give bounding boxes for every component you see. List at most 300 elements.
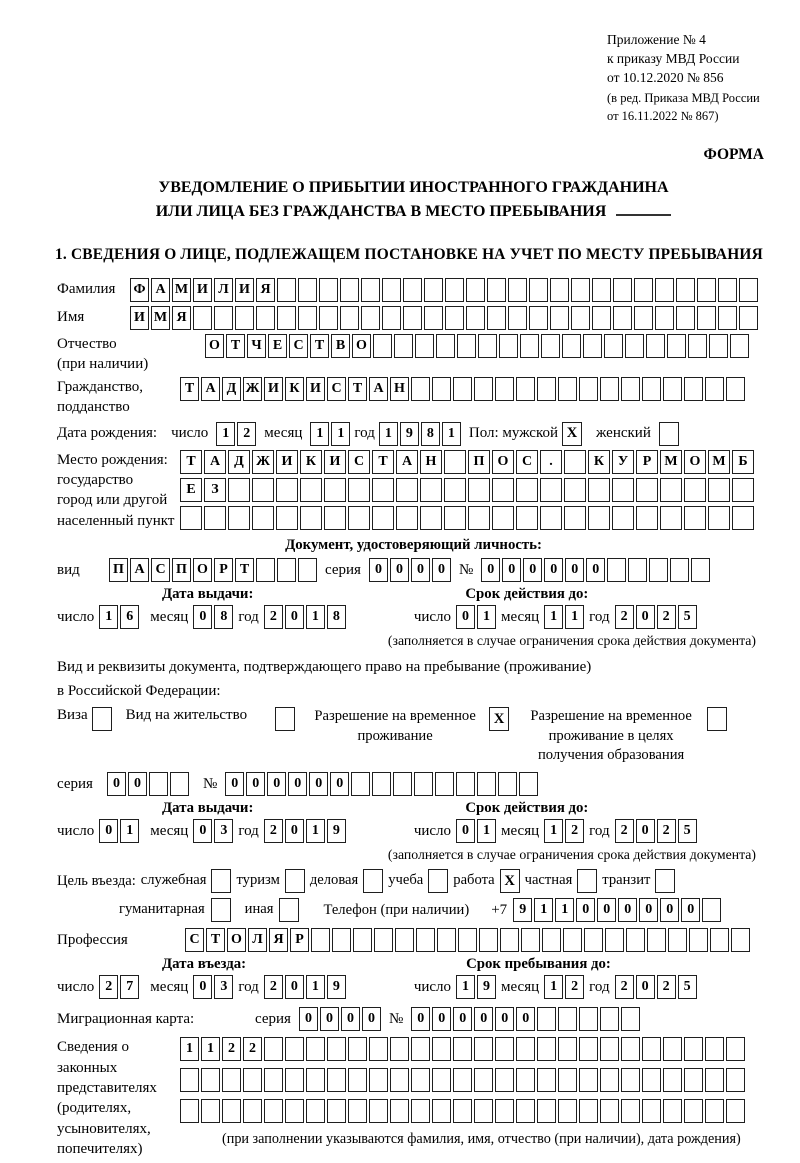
form-cell[interactable] <box>276 478 298 502</box>
form-cell[interactable] <box>390 1099 409 1123</box>
form-cell[interactable] <box>453 1037 472 1061</box>
form-cell[interactable] <box>432 377 451 401</box>
form-cell[interactable] <box>516 377 535 401</box>
form-cell[interactable]: 0 <box>456 819 475 843</box>
form-cell[interactable]: 0 <box>586 558 605 582</box>
form-cell[interactable]: 0 <box>474 1007 493 1031</box>
form-cell[interactable] <box>416 928 435 952</box>
form-cell[interactable]: 1 <box>442 422 461 446</box>
form-cell[interactable] <box>628 558 647 582</box>
form-cell[interactable] <box>149 772 168 796</box>
form-cell[interactable] <box>468 506 490 530</box>
form-cell[interactable] <box>285 1037 304 1061</box>
form-cell[interactable] <box>726 1037 745 1061</box>
form-cell[interactable]: 2 <box>237 422 256 446</box>
residence-permit-checkbox[interactable] <box>275 707 295 731</box>
form-cell[interactable]: И <box>276 450 298 474</box>
form-cell[interactable]: 0 <box>341 1007 360 1031</box>
form-cell[interactable] <box>478 334 497 358</box>
form-cell[interactable] <box>613 306 632 330</box>
form-cell[interactable] <box>739 278 758 302</box>
purpose-opt-work-checkbox[interactable]: X <box>500 869 520 893</box>
form-cell[interactable]: 0 <box>285 819 304 843</box>
form-cell[interactable] <box>466 278 485 302</box>
form-cell[interactable] <box>588 506 610 530</box>
form-cell[interactable] <box>445 306 464 330</box>
form-cell[interactable] <box>264 1099 283 1123</box>
form-cell[interactable]: 0 <box>636 975 655 999</box>
form-cell[interactable]: И <box>130 306 149 330</box>
form-cell[interactable] <box>393 772 412 796</box>
form-cell[interactable] <box>516 1068 535 1092</box>
form-cell[interactable] <box>621 1068 640 1092</box>
form-cell[interactable] <box>327 1099 346 1123</box>
form-cell[interactable]: 3 <box>214 819 233 843</box>
form-cell[interactable] <box>319 278 338 302</box>
form-cell[interactable] <box>396 506 418 530</box>
form-cell[interactable] <box>508 306 527 330</box>
form-cell[interactable]: 5 <box>678 605 697 629</box>
form-cell[interactable]: 0 <box>288 772 307 796</box>
form-cell[interactable] <box>642 1068 661 1092</box>
form-cell[interactable]: 0 <box>516 1007 535 1031</box>
form-cell[interactable]: 0 <box>309 772 328 796</box>
form-cell[interactable] <box>395 928 414 952</box>
form-cell[interactable] <box>708 506 730 530</box>
form-cell[interactable]: 0 <box>267 772 286 796</box>
form-cell[interactable] <box>311 928 330 952</box>
form-cell[interactable] <box>306 1099 325 1123</box>
form-cell[interactable] <box>541 334 560 358</box>
form-cell[interactable] <box>684 1068 703 1092</box>
form-cell[interactable]: Т <box>372 450 394 474</box>
form-cell[interactable] <box>444 506 466 530</box>
form-cell[interactable] <box>458 928 477 952</box>
form-cell[interactable]: Т <box>180 377 199 401</box>
form-cell[interactable] <box>516 1037 535 1061</box>
form-cell[interactable] <box>432 1037 451 1061</box>
form-cell[interactable] <box>228 478 250 502</box>
form-cell[interactable] <box>592 306 611 330</box>
form-cell[interactable] <box>372 506 394 530</box>
form-cell[interactable] <box>564 478 586 502</box>
form-cell[interactable]: О <box>227 928 246 952</box>
form-cell[interactable] <box>252 478 274 502</box>
form-cell[interactable] <box>340 306 359 330</box>
form-cell[interactable] <box>571 278 590 302</box>
form-cell[interactable]: Е <box>180 478 202 502</box>
form-cell[interactable] <box>456 772 475 796</box>
form-cell[interactable] <box>726 1068 745 1092</box>
form-cell[interactable] <box>453 377 472 401</box>
form-cell[interactable] <box>562 334 581 358</box>
form-cell[interactable] <box>732 478 754 502</box>
form-cell[interactable] <box>498 772 517 796</box>
form-cell[interactable] <box>649 558 668 582</box>
form-cell[interactable]: 0 <box>320 1007 339 1031</box>
form-cell[interactable]: 0 <box>576 898 595 922</box>
form-cell[interactable] <box>564 506 586 530</box>
form-cell[interactable]: О <box>492 450 514 474</box>
form-cell[interactable]: Ф <box>130 278 149 302</box>
form-cell[interactable] <box>403 278 422 302</box>
form-cell[interactable] <box>477 772 496 796</box>
purpose-opt-business-checkbox[interactable] <box>211 869 231 893</box>
form-cell[interactable]: Р <box>636 450 658 474</box>
form-cell[interactable] <box>411 1037 430 1061</box>
form-cell[interactable]: 0 <box>107 772 126 796</box>
form-cell[interactable] <box>340 278 359 302</box>
form-cell[interactable]: Р <box>290 928 309 952</box>
form-cell[interactable]: 1 <box>534 898 553 922</box>
form-cell[interactable]: 0 <box>453 1007 472 1031</box>
purpose-opt-tourism-checkbox[interactable] <box>285 869 305 893</box>
form-cell[interactable]: С <box>151 558 170 582</box>
form-cell[interactable]: 2 <box>615 819 634 843</box>
form-cell[interactable] <box>516 506 538 530</box>
form-cell[interactable]: 7 <box>120 975 139 999</box>
form-cell[interactable]: 0 <box>636 819 655 843</box>
form-cell[interactable] <box>353 928 372 952</box>
form-cell[interactable] <box>424 278 443 302</box>
form-cell[interactable] <box>348 1068 367 1092</box>
form-cell[interactable]: 0 <box>128 772 147 796</box>
form-cell[interactable] <box>621 1037 640 1061</box>
form-cell[interactable] <box>588 478 610 502</box>
visa-checkbox[interactable] <box>92 707 112 731</box>
form-cell[interactable] <box>327 1037 346 1061</box>
form-cell[interactable] <box>348 1099 367 1123</box>
form-cell[interactable]: 2 <box>99 975 118 999</box>
form-cell[interactable] <box>264 1068 283 1092</box>
form-cell[interactable] <box>403 306 422 330</box>
form-cell[interactable] <box>739 306 758 330</box>
form-cell[interactable] <box>663 1037 682 1061</box>
form-cell[interactable] <box>708 478 730 502</box>
form-cell[interactable]: 1 <box>201 1037 220 1061</box>
form-cell[interactable] <box>660 478 682 502</box>
form-cell[interactable] <box>474 1099 493 1123</box>
form-cell[interactable]: И <box>193 278 212 302</box>
form-cell[interactable] <box>558 1099 577 1123</box>
form-cell[interactable]: 8 <box>214 605 233 629</box>
form-cell[interactable] <box>457 334 476 358</box>
form-cell[interactable]: 9 <box>477 975 496 999</box>
form-cell[interactable] <box>214 306 233 330</box>
form-cell[interactable] <box>487 278 506 302</box>
form-cell[interactable] <box>277 278 296 302</box>
form-cell[interactable] <box>710 928 729 952</box>
form-cell[interactable] <box>537 377 556 401</box>
form-cell[interactable]: М <box>660 450 682 474</box>
form-cell[interactable] <box>542 928 561 952</box>
form-cell[interactable] <box>655 306 674 330</box>
form-cell[interactable] <box>256 558 275 582</box>
form-cell[interactable] <box>709 334 728 358</box>
form-cell[interactable]: 0 <box>432 558 451 582</box>
form-cell[interactable]: 2 <box>657 819 676 843</box>
form-cell[interactable] <box>468 478 490 502</box>
form-cell[interactable] <box>621 377 640 401</box>
form-cell[interactable] <box>600 1099 619 1123</box>
form-cell[interactable] <box>180 1068 199 1092</box>
form-cell[interactable] <box>613 278 632 302</box>
form-cell[interactable] <box>495 1037 514 1061</box>
form-cell[interactable]: М <box>708 450 730 474</box>
form-cell[interactable]: З <box>204 478 226 502</box>
form-cell[interactable]: 0 <box>481 558 500 582</box>
form-cell[interactable]: 9 <box>400 422 419 446</box>
purpose-opt-transit-checkbox[interactable] <box>655 869 675 893</box>
form-cell[interactable] <box>415 334 434 358</box>
form-cell[interactable] <box>550 278 569 302</box>
form-cell[interactable] <box>592 278 611 302</box>
form-cell[interactable]: Д <box>228 450 250 474</box>
form-cell[interactable] <box>372 478 394 502</box>
form-cell[interactable]: Н <box>390 377 409 401</box>
form-cell[interactable]: 1 <box>216 422 235 446</box>
form-cell[interactable]: 0 <box>681 898 700 922</box>
form-cell[interactable]: Т <box>180 450 202 474</box>
form-cell[interactable]: 0 <box>411 1007 430 1031</box>
form-cell[interactable]: Я <box>172 306 191 330</box>
form-cell[interactable] <box>537 1007 556 1031</box>
form-cell[interactable]: С <box>185 928 204 952</box>
form-cell[interactable] <box>537 1037 556 1061</box>
form-cell[interactable] <box>243 1099 262 1123</box>
form-cell[interactable]: 0 <box>495 1007 514 1031</box>
temp-residence-checkbox[interactable]: X <box>489 707 509 731</box>
form-cell[interactable] <box>519 772 538 796</box>
form-cell[interactable] <box>663 1068 682 1092</box>
form-cell[interactable]: Д <box>222 377 241 401</box>
form-cell[interactable]: Е <box>268 334 287 358</box>
form-cell[interactable] <box>605 928 624 952</box>
form-cell[interactable]: 2 <box>657 605 676 629</box>
form-cell[interactable]: И <box>306 377 325 401</box>
temp-residence-education-checkbox[interactable] <box>707 707 727 731</box>
form-cell[interactable]: Б <box>732 450 754 474</box>
form-cell[interactable]: Я <box>269 928 288 952</box>
purpose-opt-private-checkbox[interactable] <box>577 869 597 893</box>
form-cell[interactable]: 1 <box>555 898 574 922</box>
form-cell[interactable]: Ч <box>247 334 266 358</box>
form-cell[interactable] <box>324 506 346 530</box>
form-cell[interactable]: 0 <box>362 1007 381 1031</box>
form-cell[interactable] <box>642 1037 661 1061</box>
form-cell[interactable] <box>563 928 582 952</box>
purpose-opt-humanitarian-checkbox[interactable] <box>211 898 231 922</box>
form-cell[interactable]: . <box>540 450 562 474</box>
form-cell[interactable] <box>300 506 322 530</box>
form-cell[interactable]: А <box>130 558 149 582</box>
form-cell[interactable] <box>579 1068 598 1092</box>
form-cell[interactable] <box>319 306 338 330</box>
form-cell[interactable] <box>558 1007 577 1031</box>
form-cell[interactable] <box>394 334 413 358</box>
form-cell[interactable] <box>348 1037 367 1061</box>
form-cell[interactable]: 0 <box>565 558 584 582</box>
form-cell[interactable] <box>731 928 750 952</box>
form-cell[interactable]: 1 <box>544 975 563 999</box>
form-cell[interactable]: Л <box>248 928 267 952</box>
form-cell[interactable] <box>626 928 645 952</box>
form-cell[interactable]: Т <box>310 334 329 358</box>
form-cell[interactable] <box>667 334 686 358</box>
form-cell[interactable] <box>655 278 674 302</box>
form-cell[interactable]: 1 <box>120 819 139 843</box>
form-cell[interactable] <box>516 1099 535 1123</box>
form-cell[interactable]: 3 <box>214 975 233 999</box>
form-cell[interactable] <box>688 334 707 358</box>
form-cell[interactable]: Ж <box>243 377 262 401</box>
form-cell[interactable]: О <box>205 334 224 358</box>
form-cell[interactable] <box>636 478 658 502</box>
form-cell[interactable]: А <box>151 278 170 302</box>
form-cell[interactable]: А <box>201 377 220 401</box>
form-cell[interactable]: У <box>612 450 634 474</box>
form-cell[interactable]: 5 <box>678 819 697 843</box>
form-cell[interactable]: М <box>151 306 170 330</box>
form-cell[interactable]: 1 <box>306 975 325 999</box>
form-cell[interactable] <box>579 377 598 401</box>
form-cell[interactable] <box>170 772 189 796</box>
form-cell[interactable]: Т <box>348 377 367 401</box>
form-cell[interactable] <box>647 928 666 952</box>
form-cell[interactable] <box>495 377 514 401</box>
form-cell[interactable] <box>361 306 380 330</box>
form-cell[interactable] <box>540 478 562 502</box>
form-cell[interactable]: Н <box>420 450 442 474</box>
form-cell[interactable] <box>521 928 540 952</box>
form-cell[interactable]: С <box>289 334 308 358</box>
gender-male-checkbox[interactable]: X <box>562 422 582 446</box>
form-cell[interactable] <box>228 506 250 530</box>
form-cell[interactable] <box>604 334 623 358</box>
form-cell[interactable]: 0 <box>299 1007 318 1031</box>
form-cell[interactable]: Р <box>214 558 233 582</box>
form-cell[interactable] <box>411 1099 430 1123</box>
form-cell[interactable]: 9 <box>327 975 346 999</box>
form-cell[interactable]: 0 <box>285 975 304 999</box>
form-cell[interactable] <box>499 334 518 358</box>
form-cell[interactable] <box>540 506 562 530</box>
form-cell[interactable]: С <box>516 450 538 474</box>
form-cell[interactable] <box>705 1068 724 1092</box>
form-cell[interactable] <box>625 334 644 358</box>
form-cell[interactable] <box>564 450 586 474</box>
form-cell[interactable] <box>487 306 506 330</box>
form-cell[interactable] <box>684 377 703 401</box>
form-cell[interactable] <box>600 377 619 401</box>
form-cell[interactable] <box>298 558 317 582</box>
form-cell[interactable]: 1 <box>477 819 496 843</box>
form-cell[interactable] <box>697 278 716 302</box>
form-cell[interactable]: 0 <box>639 898 658 922</box>
form-cell[interactable] <box>390 1068 409 1092</box>
form-cell[interactable] <box>726 377 745 401</box>
form-cell[interactable]: 1 <box>477 605 496 629</box>
form-cell[interactable] <box>668 928 687 952</box>
form-cell[interactable]: П <box>109 558 128 582</box>
form-cell[interactable]: 1 <box>456 975 475 999</box>
form-cell[interactable] <box>508 278 527 302</box>
form-cell[interactable] <box>495 1099 514 1123</box>
form-cell[interactable]: С <box>327 377 346 401</box>
form-cell[interactable] <box>670 558 689 582</box>
form-cell[interactable] <box>180 506 202 530</box>
form-cell[interactable] <box>453 1099 472 1123</box>
form-cell[interactable] <box>732 506 754 530</box>
form-cell[interactable]: 0 <box>193 605 212 629</box>
form-cell[interactable] <box>372 772 391 796</box>
form-cell[interactable] <box>445 278 464 302</box>
form-cell[interactable] <box>500 928 519 952</box>
form-cell[interactable] <box>520 334 539 358</box>
form-cell[interactable]: К <box>285 377 304 401</box>
form-cell[interactable] <box>390 1037 409 1061</box>
form-cell[interactable] <box>369 1037 388 1061</box>
form-cell[interactable] <box>705 1099 724 1123</box>
form-cell[interactable]: К <box>588 450 610 474</box>
form-cell[interactable]: 0 <box>246 772 265 796</box>
form-cell[interactable] <box>479 928 498 952</box>
form-cell[interactable] <box>663 1099 682 1123</box>
form-cell[interactable] <box>642 1099 661 1123</box>
gender-female-checkbox[interactable] <box>659 422 679 446</box>
form-cell[interactable] <box>634 306 653 330</box>
form-cell[interactable] <box>697 306 716 330</box>
form-cell[interactable] <box>600 1068 619 1092</box>
form-cell[interactable]: В <box>331 334 350 358</box>
form-cell[interactable] <box>676 306 695 330</box>
form-cell[interactable] <box>718 306 737 330</box>
form-cell[interactable] <box>529 306 548 330</box>
form-cell[interactable]: 1 <box>544 605 563 629</box>
form-cell[interactable] <box>558 377 577 401</box>
form-cell[interactable] <box>444 450 466 474</box>
form-cell[interactable] <box>374 928 393 952</box>
form-cell[interactable] <box>420 506 442 530</box>
purpose-opt-other-checkbox[interactable] <box>279 898 299 922</box>
form-cell[interactable] <box>621 1099 640 1123</box>
form-cell[interactable] <box>642 377 661 401</box>
form-cell[interactable] <box>414 772 433 796</box>
form-cell[interactable]: И <box>235 278 254 302</box>
form-cell[interactable]: 0 <box>544 558 563 582</box>
form-cell[interactable] <box>579 1037 598 1061</box>
form-cell[interactable]: П <box>468 450 490 474</box>
form-cell[interactable] <box>492 506 514 530</box>
form-cell[interactable] <box>432 1099 451 1123</box>
form-cell[interactable]: 0 <box>390 558 409 582</box>
form-cell[interactable]: 0 <box>225 772 244 796</box>
purpose-opt-study-checkbox[interactable] <box>428 869 448 893</box>
form-cell[interactable]: М <box>172 278 191 302</box>
form-cell[interactable] <box>718 278 737 302</box>
form-cell[interactable] <box>726 1099 745 1123</box>
form-cell[interactable] <box>529 278 548 302</box>
form-cell[interactable] <box>612 478 634 502</box>
form-cell[interactable] <box>235 306 254 330</box>
form-cell[interactable] <box>550 306 569 330</box>
form-cell[interactable] <box>583 334 602 358</box>
form-cell[interactable]: 0 <box>193 819 212 843</box>
form-cell[interactable] <box>607 558 626 582</box>
form-cell[interactable] <box>474 377 493 401</box>
form-cell[interactable] <box>474 1068 493 1092</box>
form-cell[interactable]: 1 <box>306 605 325 629</box>
